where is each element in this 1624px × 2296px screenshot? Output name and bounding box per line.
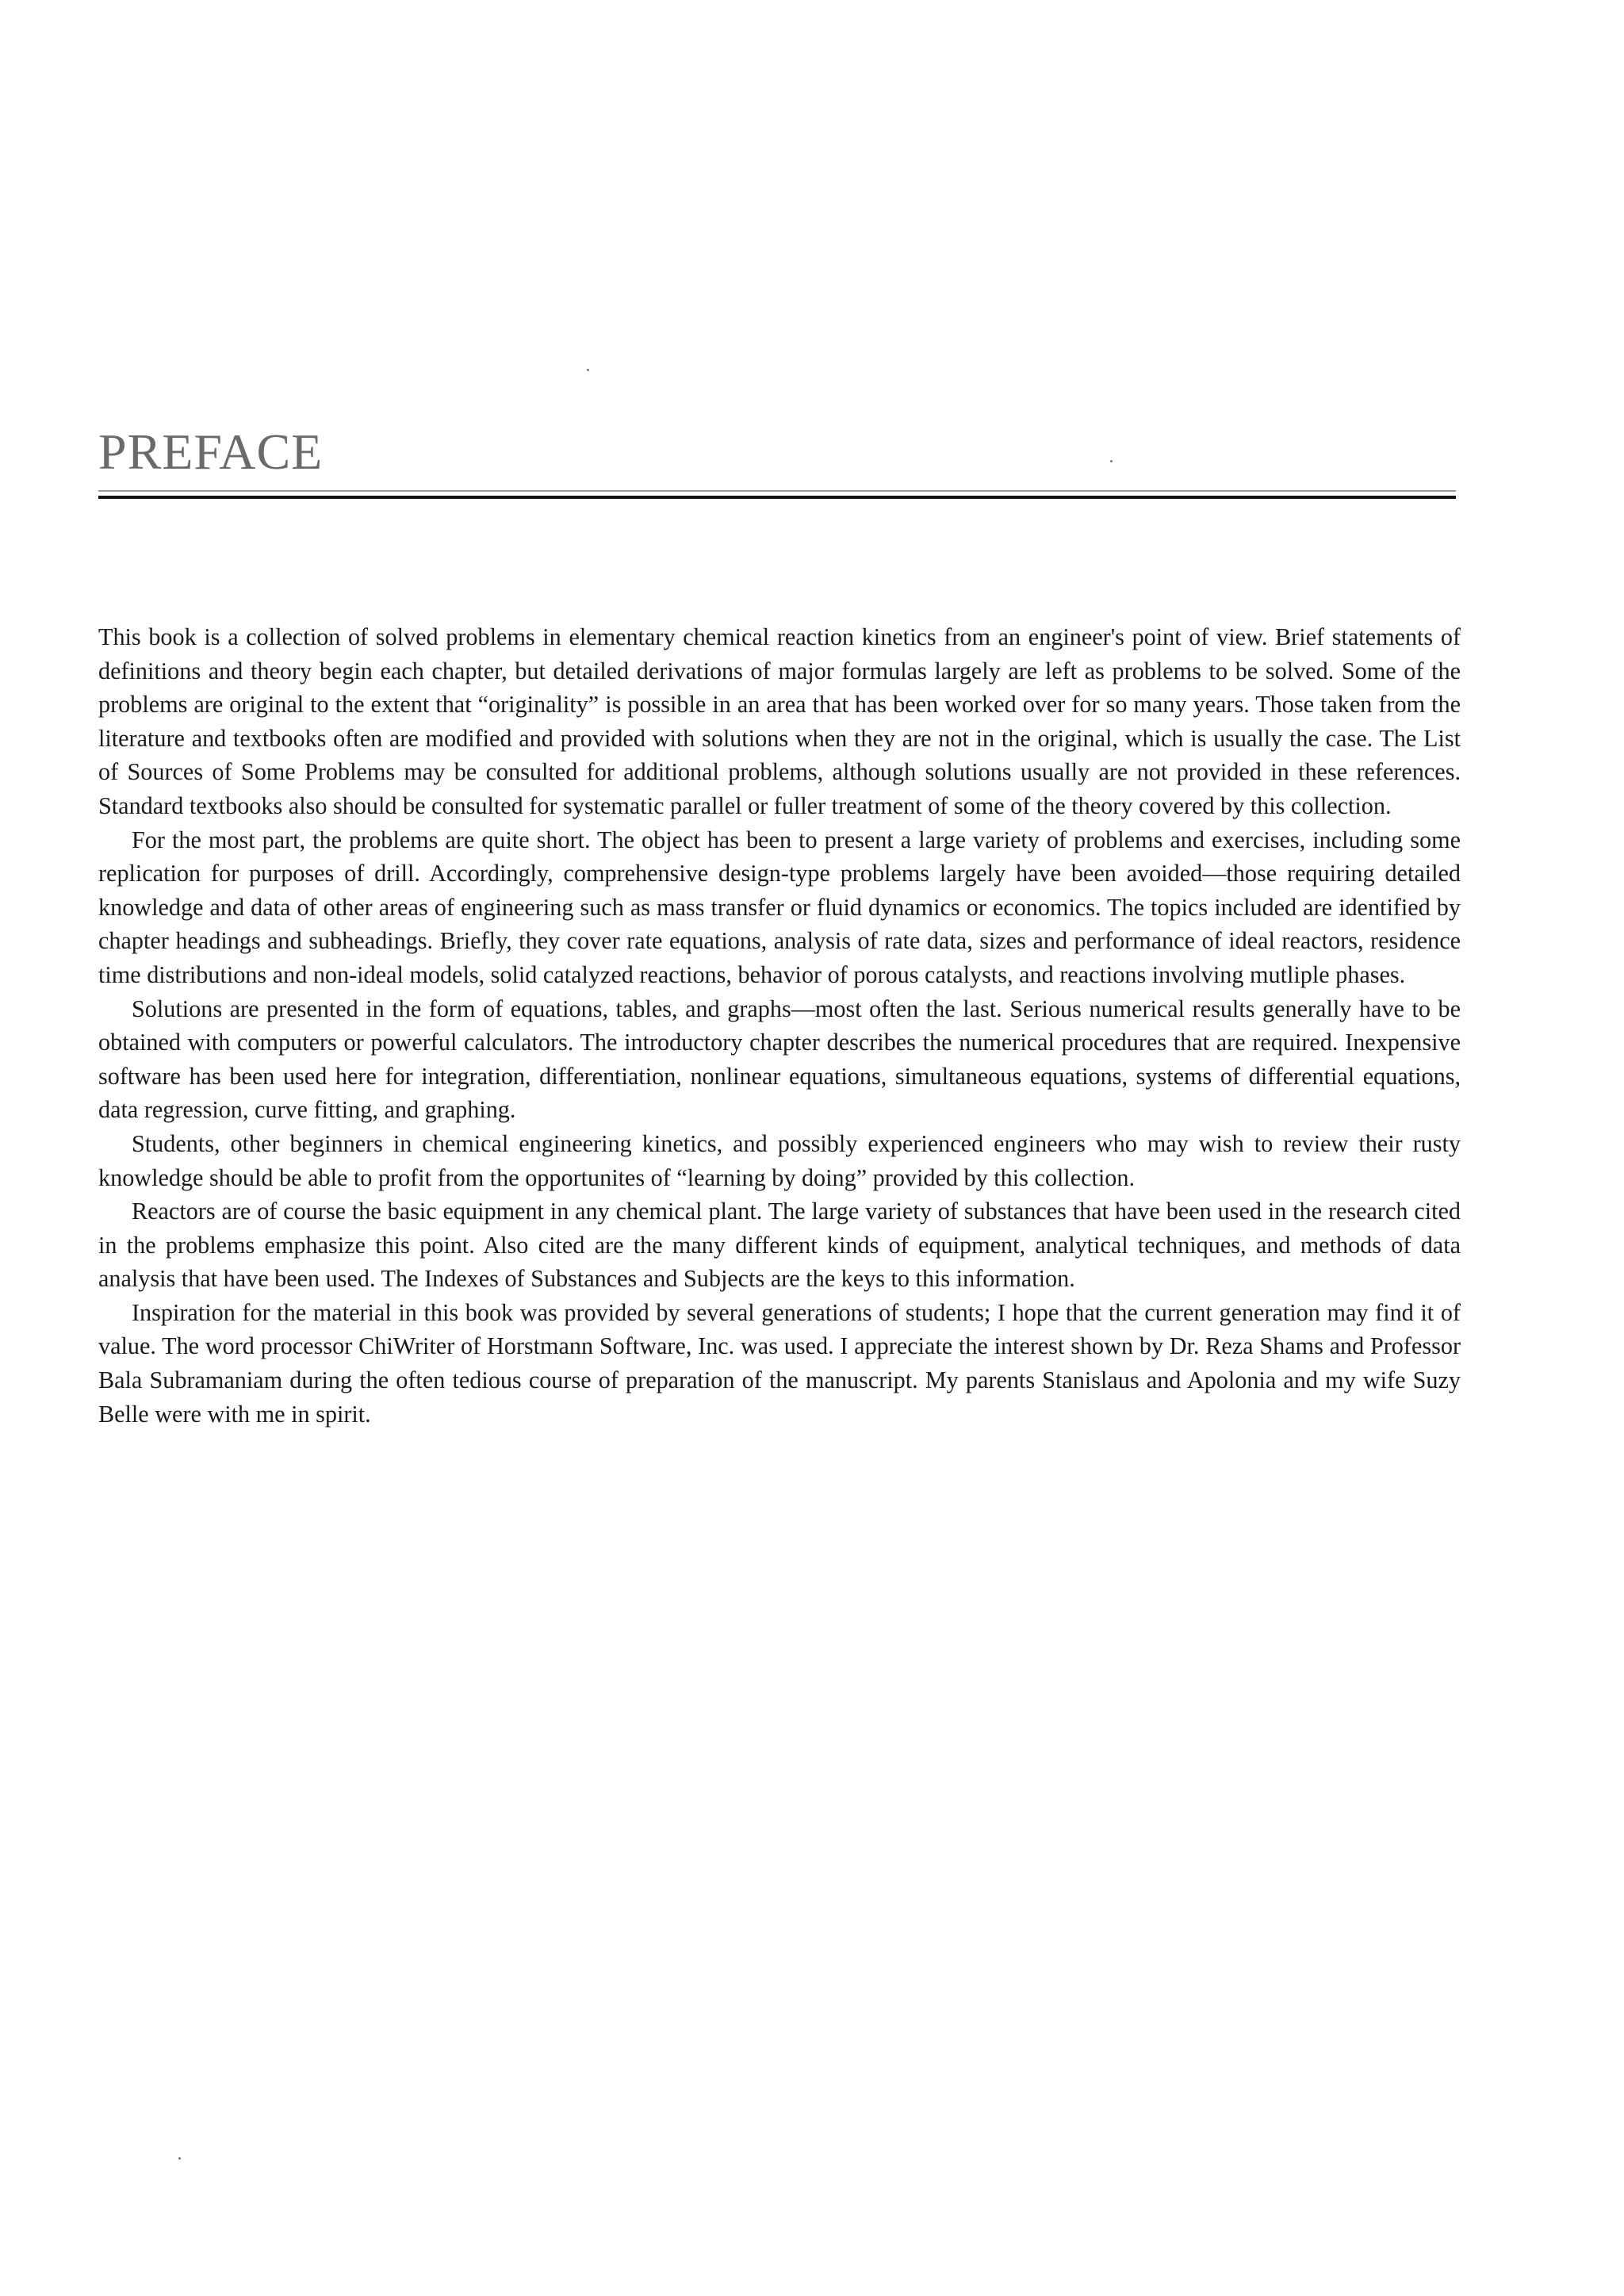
paragraph: Students, other beginners in chemical engineering kinetics, and possibly experienced engineers who may wish to review their rusty knowledge should be able to profit from the opportunites of “learning by doing” provided by this collection. <box>98 1129 1461 1191</box>
body-text <box>98 620 1461 1431</box>
scan-speck <box>587 369 589 371</box>
paragraph: Inspiration for the material in this book was provided by several generations of students; I hope that the current generation may find it of value. The word processor ChiWriter of Horstmann Software, Inc. was used. I appreciate the interest shown by Dr. Reza Shams and Professor Bala Subramaniam during the often tedious course of preparation of the manuscript. My parents Stanislaus and Apolonia and my wife Suzy Belle were with me in spirit. <box>98 1298 1461 1428</box>
paragraph: Reactors are of course the basic equipment in any chemical plant. The large variety of substances that have been used in the research cited in the problems emphasize this point. Also cited are the many different kinds of equipment, analytical techniques, and methods of data analysis that have been used. The Indexes of Substances and Subjects are the keys to this information. <box>98 1198 1461 1293</box>
paragraph: Solutions are presented in the form of equations, tables, and graphs—most often the last. Serious numerical results generally have to be obtained with computers or powerful calculators. The introductory chapter describes the numerical procedures that are required. Inexpensive software has been used here for integration, differentiation, nonlinear equations, simultaneous equations, systems of differential equations, data regression, curve fitting, and graphing. <box>98 995 1461 1124</box>
page-heading: PREFACE <box>98 424 324 480</box>
scan-speck <box>178 2157 181 2160</box>
paragraph: For the most part, the problems are quite short. The object has been to present a large variety of problems and exercises, including some replication for purposes of drill. Accordingly, comprehensive design-type problems largely have been avoided—those requiring detailed knowledge and data of other areas of engineering such as mass transfer or fluid dynamics or economics. The topics included are identified by chapter headings and subheadings. Briefly, they cover rate equations, analysis of rate data, sizes and performance of ideal reactors, residence time distributions and non-ideal models, solid catalyzed reactions, behavior of porous catalysts, and reactions involving mutliple phases. <box>98 826 1461 988</box>
heading-rule-thin <box>98 490 1456 492</box>
paragraph: This book is a collection of solved problems in elementary chemical reaction kinetics from an engineer's point of view. Brief statements of definitions and theory begin each chapter, but detailed derivations of major formulas largely are left as problems to be solved. Some of the problems are original to the extent that “originality” is possible in an area that has been worked over for so many years. Those taken from the literature and textbooks often are modified and provided with solutions when they are not in the original, which is usually the case. The List of Sources of Some Problems may be consulted for additional problems, although solutions usually are not provided in these references. Standard textbooks also should be consulted for systematic parallel or fuller treatment of some of the theory covered by this collection. <box>98 623 1461 819</box>
heading-rule-thick <box>98 496 1456 499</box>
scan-speck <box>1110 460 1113 462</box>
